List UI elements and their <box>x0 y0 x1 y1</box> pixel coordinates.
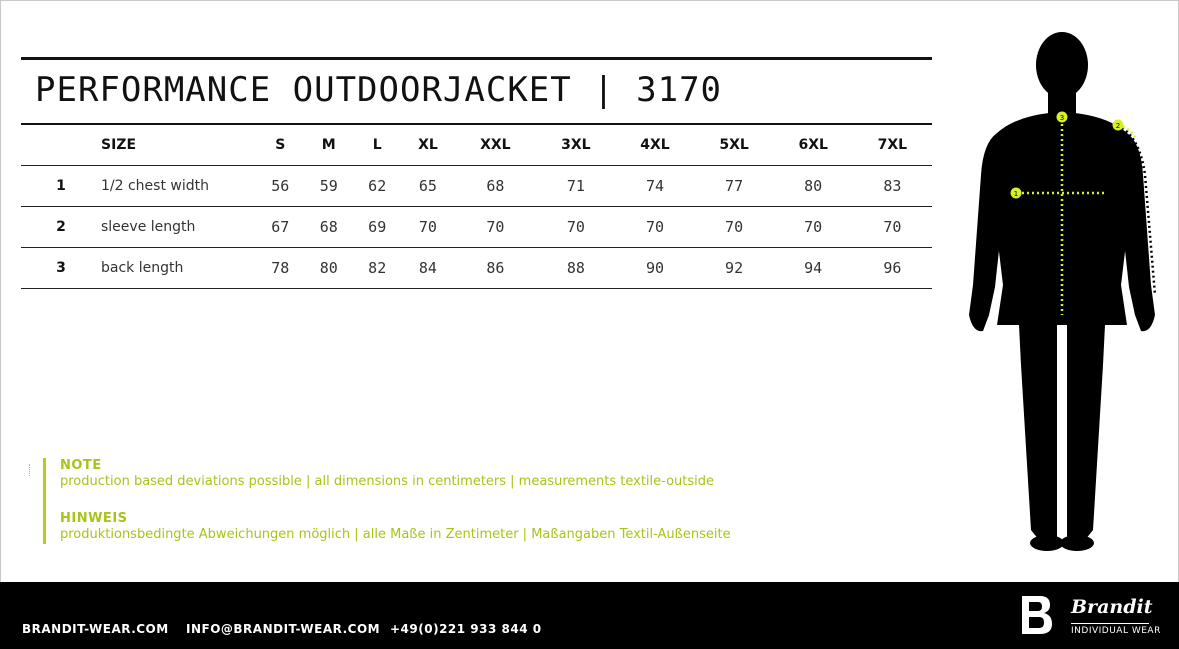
size-col-header: S <box>275 137 286 153</box>
table-row <box>21 248 932 289</box>
marker-3-label: 3 <box>1059 114 1065 122</box>
table-cell: 80 <box>804 177 823 195</box>
table-cell: 65 <box>418 177 437 195</box>
note-dots <box>29 464 32 476</box>
table-cell: 70 <box>883 218 902 236</box>
size-col-header: 7XL <box>877 137 908 153</box>
row-number: 3 <box>56 260 66 276</box>
size-col-header: XL <box>418 137 438 153</box>
table-cell: 86 <box>486 259 505 277</box>
size-col-header: 4XL <box>640 137 670 153</box>
row-label: 1/2 chest width <box>101 178 209 194</box>
size-table <box>21 123 932 289</box>
title-rule <box>21 57 932 60</box>
note-text: production based deviations possible | all dimensions in centimeters | measurements textile-outside <box>60 474 715 489</box>
table-row <box>21 166 932 207</box>
row-number: 2 <box>56 219 66 235</box>
size-col-header: XXL <box>480 137 511 153</box>
table-cell: 94 <box>804 259 823 277</box>
size-col-header: 6XL <box>798 137 828 153</box>
table-cell: 90 <box>645 259 664 277</box>
table-cell: 84 <box>418 259 437 277</box>
brand-tagline: INDIVIDUAL WEAR <box>1071 626 1161 636</box>
size-header-row <box>21 124 932 166</box>
size-col-header: L <box>372 137 382 153</box>
table-cell: 71 <box>566 177 585 195</box>
table-cell: 68 <box>319 218 338 236</box>
table-cell: 80 <box>319 259 338 277</box>
marker-3 <box>1057 112 1068 123</box>
table-cell: 96 <box>883 259 902 277</box>
note-section <box>60 458 714 489</box>
table-cell: 70 <box>725 218 744 236</box>
marker-1-label: 1 <box>1013 190 1019 198</box>
row-label: sleeve length <box>101 219 196 235</box>
hinweis-heading: HINWEIS <box>60 511 128 526</box>
marker-2 <box>1113 120 1124 131</box>
brand-divider <box>1071 623 1149 624</box>
row-label: back length <box>101 260 184 276</box>
header-num-cell <box>21 124 101 166</box>
table-cell: 77 <box>725 177 744 195</box>
table-cell: 83 <box>883 177 902 195</box>
table-cell: 59 <box>319 177 338 195</box>
size-col-header: 5XL <box>719 137 749 153</box>
marker-1 <box>1011 188 1022 199</box>
table-cell: 56 <box>271 177 290 195</box>
page-title: PERFORMANCE OUTDOORJACKET | 3170 <box>35 70 723 110</box>
table-cell: 67 <box>271 218 290 236</box>
table-row <box>21 207 932 248</box>
table-cell: 70 <box>804 218 823 236</box>
table-cell: 88 <box>566 259 585 277</box>
body-measurement-figure <box>955 25 1170 555</box>
table-cell: 70 <box>418 218 437 236</box>
size-header-label: SIZE <box>101 137 137 153</box>
marker-2-label: 2 <box>1115 122 1121 130</box>
note-accent-bar <box>43 458 46 544</box>
table-cell: 69 <box>368 218 387 236</box>
hinweis-text: produktionsbedingte Abweichungen möglich | alle Maße in Zentimeter | Maßangaben Textil-Außenseite <box>60 527 731 542</box>
body-silhouette <box>969 32 1155 551</box>
table-cell: 82 <box>368 259 387 277</box>
brand-name: Brandit <box>1071 596 1153 618</box>
table-cell: 92 <box>725 259 744 277</box>
table-cell: 74 <box>645 177 664 195</box>
table-cell: 62 <box>368 177 387 195</box>
size-col-header: M <box>321 137 336 153</box>
website-link[interactable]: BRANDIT-WEAR.COM <box>22 622 169 636</box>
table-cell: 78 <box>271 259 290 277</box>
email-link[interactable]: INFO@BRANDIT-WEAR.COM <box>186 622 381 636</box>
table-cell: 70 <box>566 218 585 236</box>
footer <box>0 582 1179 649</box>
row-number: 1 <box>56 178 66 194</box>
size-col-header: 3XL <box>561 137 591 153</box>
table-cell: 68 <box>486 177 505 195</box>
table-cell: 70 <box>645 218 664 236</box>
table-cell: 70 <box>486 218 505 236</box>
brandit-b-logo-icon <box>1020 594 1054 636</box>
phone-number: +49(0)221 933 844 0 <box>390 622 542 636</box>
note-heading: NOTE <box>60 458 102 473</box>
hinweis-section <box>60 511 731 542</box>
